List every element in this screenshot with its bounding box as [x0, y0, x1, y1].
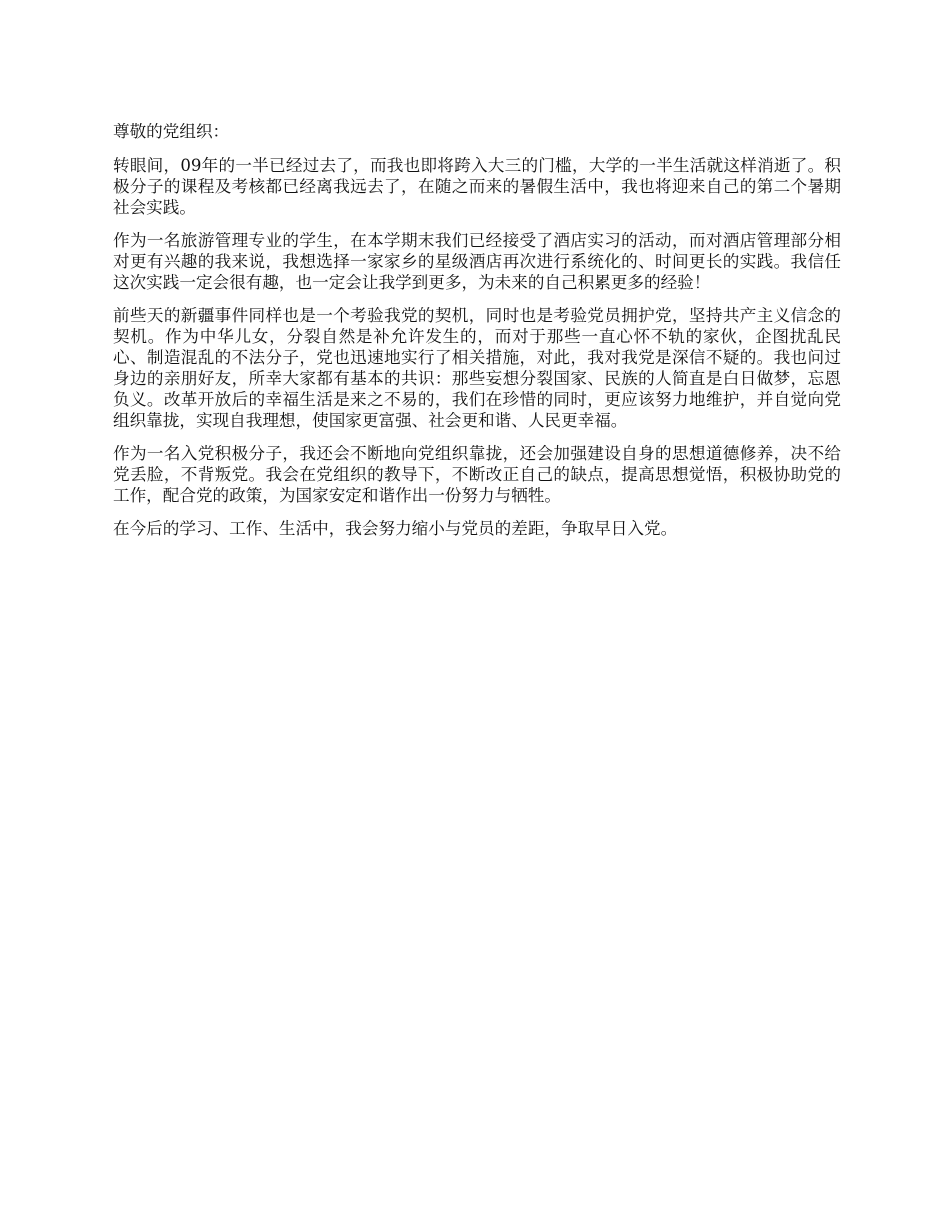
paragraph: 在今后的学习、工作、生活中，我会努力缩小与党员的差距，争取早日入党。 [113, 519, 678, 538]
salutation: 尊敬的党组织： [113, 122, 230, 141]
paragraph: 前些天的新疆事件同样也是一个考验我党的契机，同时也是考验党员拥护党，坚持共产主义信念的契机。作为中华儿女，分裂自然是补允许发生的，而对于那些一直心怀不轨的家伙，企图扰乱民心、制造混乱的不法分子，党也迅速地实行了相关措施，对此，我对我党是深信不疑的。我也问过身边的亲朋好友，所幸大家都有基本的共识：那些妄想分裂国家、民族的人简直是白日做梦，忘恩负义。改革开放后的幸福生活是来之不易的，我们在珍惜的同时，更应该努力地维护，并自觉向党组织靠拢，实现自我理想，使国家更富强、社会更和谐、人民更幸福。 [113, 306, 841, 430]
paragraph: 作为一名入党积极分子，我还会不断地向党组织靠拢，还会加强建设自身的思想道德修养，决不给党丢脸，不背叛党。我会在党组织的教导下，不断改正自己的缺点，提高思想觉悟，积极协助党的工作，配合党的政策，为国家安定和谐作出一份努力与牺牲。 [113, 444, 841, 505]
document-body [113, 121, 841, 551]
paragraph: 作为一名旅游管理专业的学生，在本学期末我们已经接受了酒店实习的活动，而对酒店管理部分相对更有兴趣的我来说，我想选择一家家乡的星级酒店再次进行系统化的、时间更长的实践。我信任这次实践一定会很有趣，也一定会让我学到更多，为未来的自己积累更多的经验！ [113, 231, 841, 292]
paragraph: 转眼间，09年的一半已经过去了，而我也即将跨入大三的门槛，大学的一半生活就这样消逝了。积极分子的课程及考核都已经离我远去了，在随之而来的暑假生活中，我也将迎来自己的第二个暑期社会实践。 [113, 156, 841, 217]
